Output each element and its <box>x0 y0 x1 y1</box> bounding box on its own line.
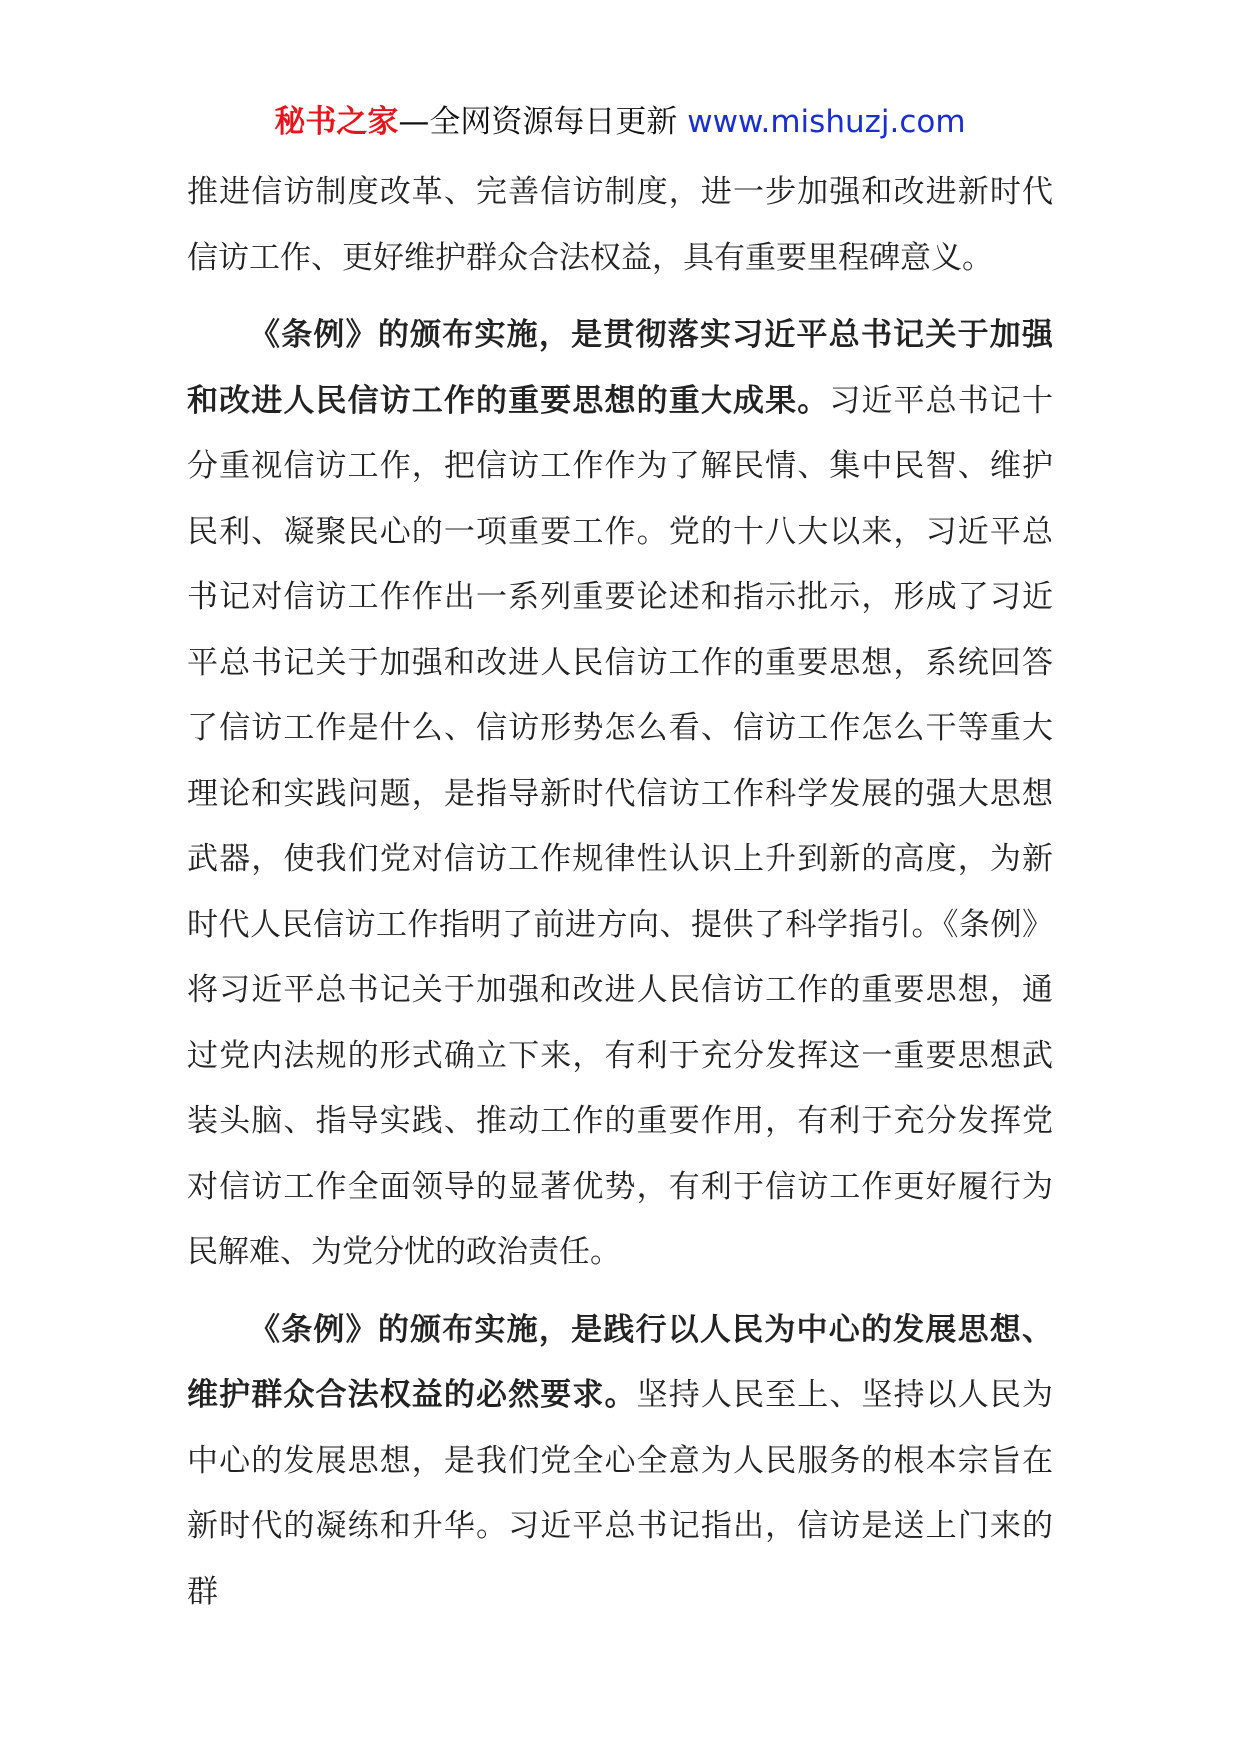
paragraph-3 <box>187 1298 1053 1626</box>
site-url-link[interactable]: www.mishuzj.com <box>687 104 966 140</box>
paragraph-text: 推进信访制度改革、完善信访制度，进一步加强和改进新时代信访工作、更好维护群众合法权益，具有重要里程碑意义。 <box>187 174 1053 276</box>
paragraph-2 <box>187 303 1053 1286</box>
paragraph-text: 坚持人民至上、坚持以人民为中心的发展思想，是我们党全心全意为人民服务的根本宗旨在新时代的凝练和升华。习近平总书记指出，信访是送上门来的群 <box>187 1377 1054 1610</box>
paragraph-1 <box>187 160 1053 291</box>
article-body <box>187 160 1053 1625</box>
site-header <box>0 100 1240 144</box>
header-tagline: —全网资源每日更新 <box>398 104 678 140</box>
paragraph-lead: 《条例》的颁布实施，是贯彻落实习近平总书记关于加强和改进人民信访工作的重要思想的重大成果。 <box>187 317 1053 419</box>
paragraph-text: 习近平总书记十分重视信访工作，把信访工作作为了解民情、集中民智、维护民利、凝聚民心的一项重要工作。党的十八大以来，习近平总书记对信访工作作出一系列重要论述和指示批示，形成了习近平总书记关于加强和改进人民信访工作的重要思想，系统回答了信访工作是什么、信访形势怎么看、信访工作怎么干等重大理论和实践问题，是指导新时代信访工作科学发展的强大思想武器，使我们党对信访工作规律性认识上升到新的高度，为新时代人民信访工作指明了前进方向、提供了科学指引。《条例》将习近平总书记关于加强和改进人民信访工作的重要思想，通过党内法规的形式确立下来，有利于充分发挥这一重要思想武装头脑、指导实践、推动工作的重要作用，有利于充分发挥党对信访工作全面领导的显著优势，有利于信访工作更好履行为民解难、为党分忧的政治责任。 <box>187 382 1054 1270</box>
brand-name: 秘书之家 <box>274 104 399 140</box>
paragraph-lead: 《条例》的颁布实施，是践行以人民为中心的发展思想、维护群众合法权益的必然要求。 <box>187 1311 1053 1413</box>
